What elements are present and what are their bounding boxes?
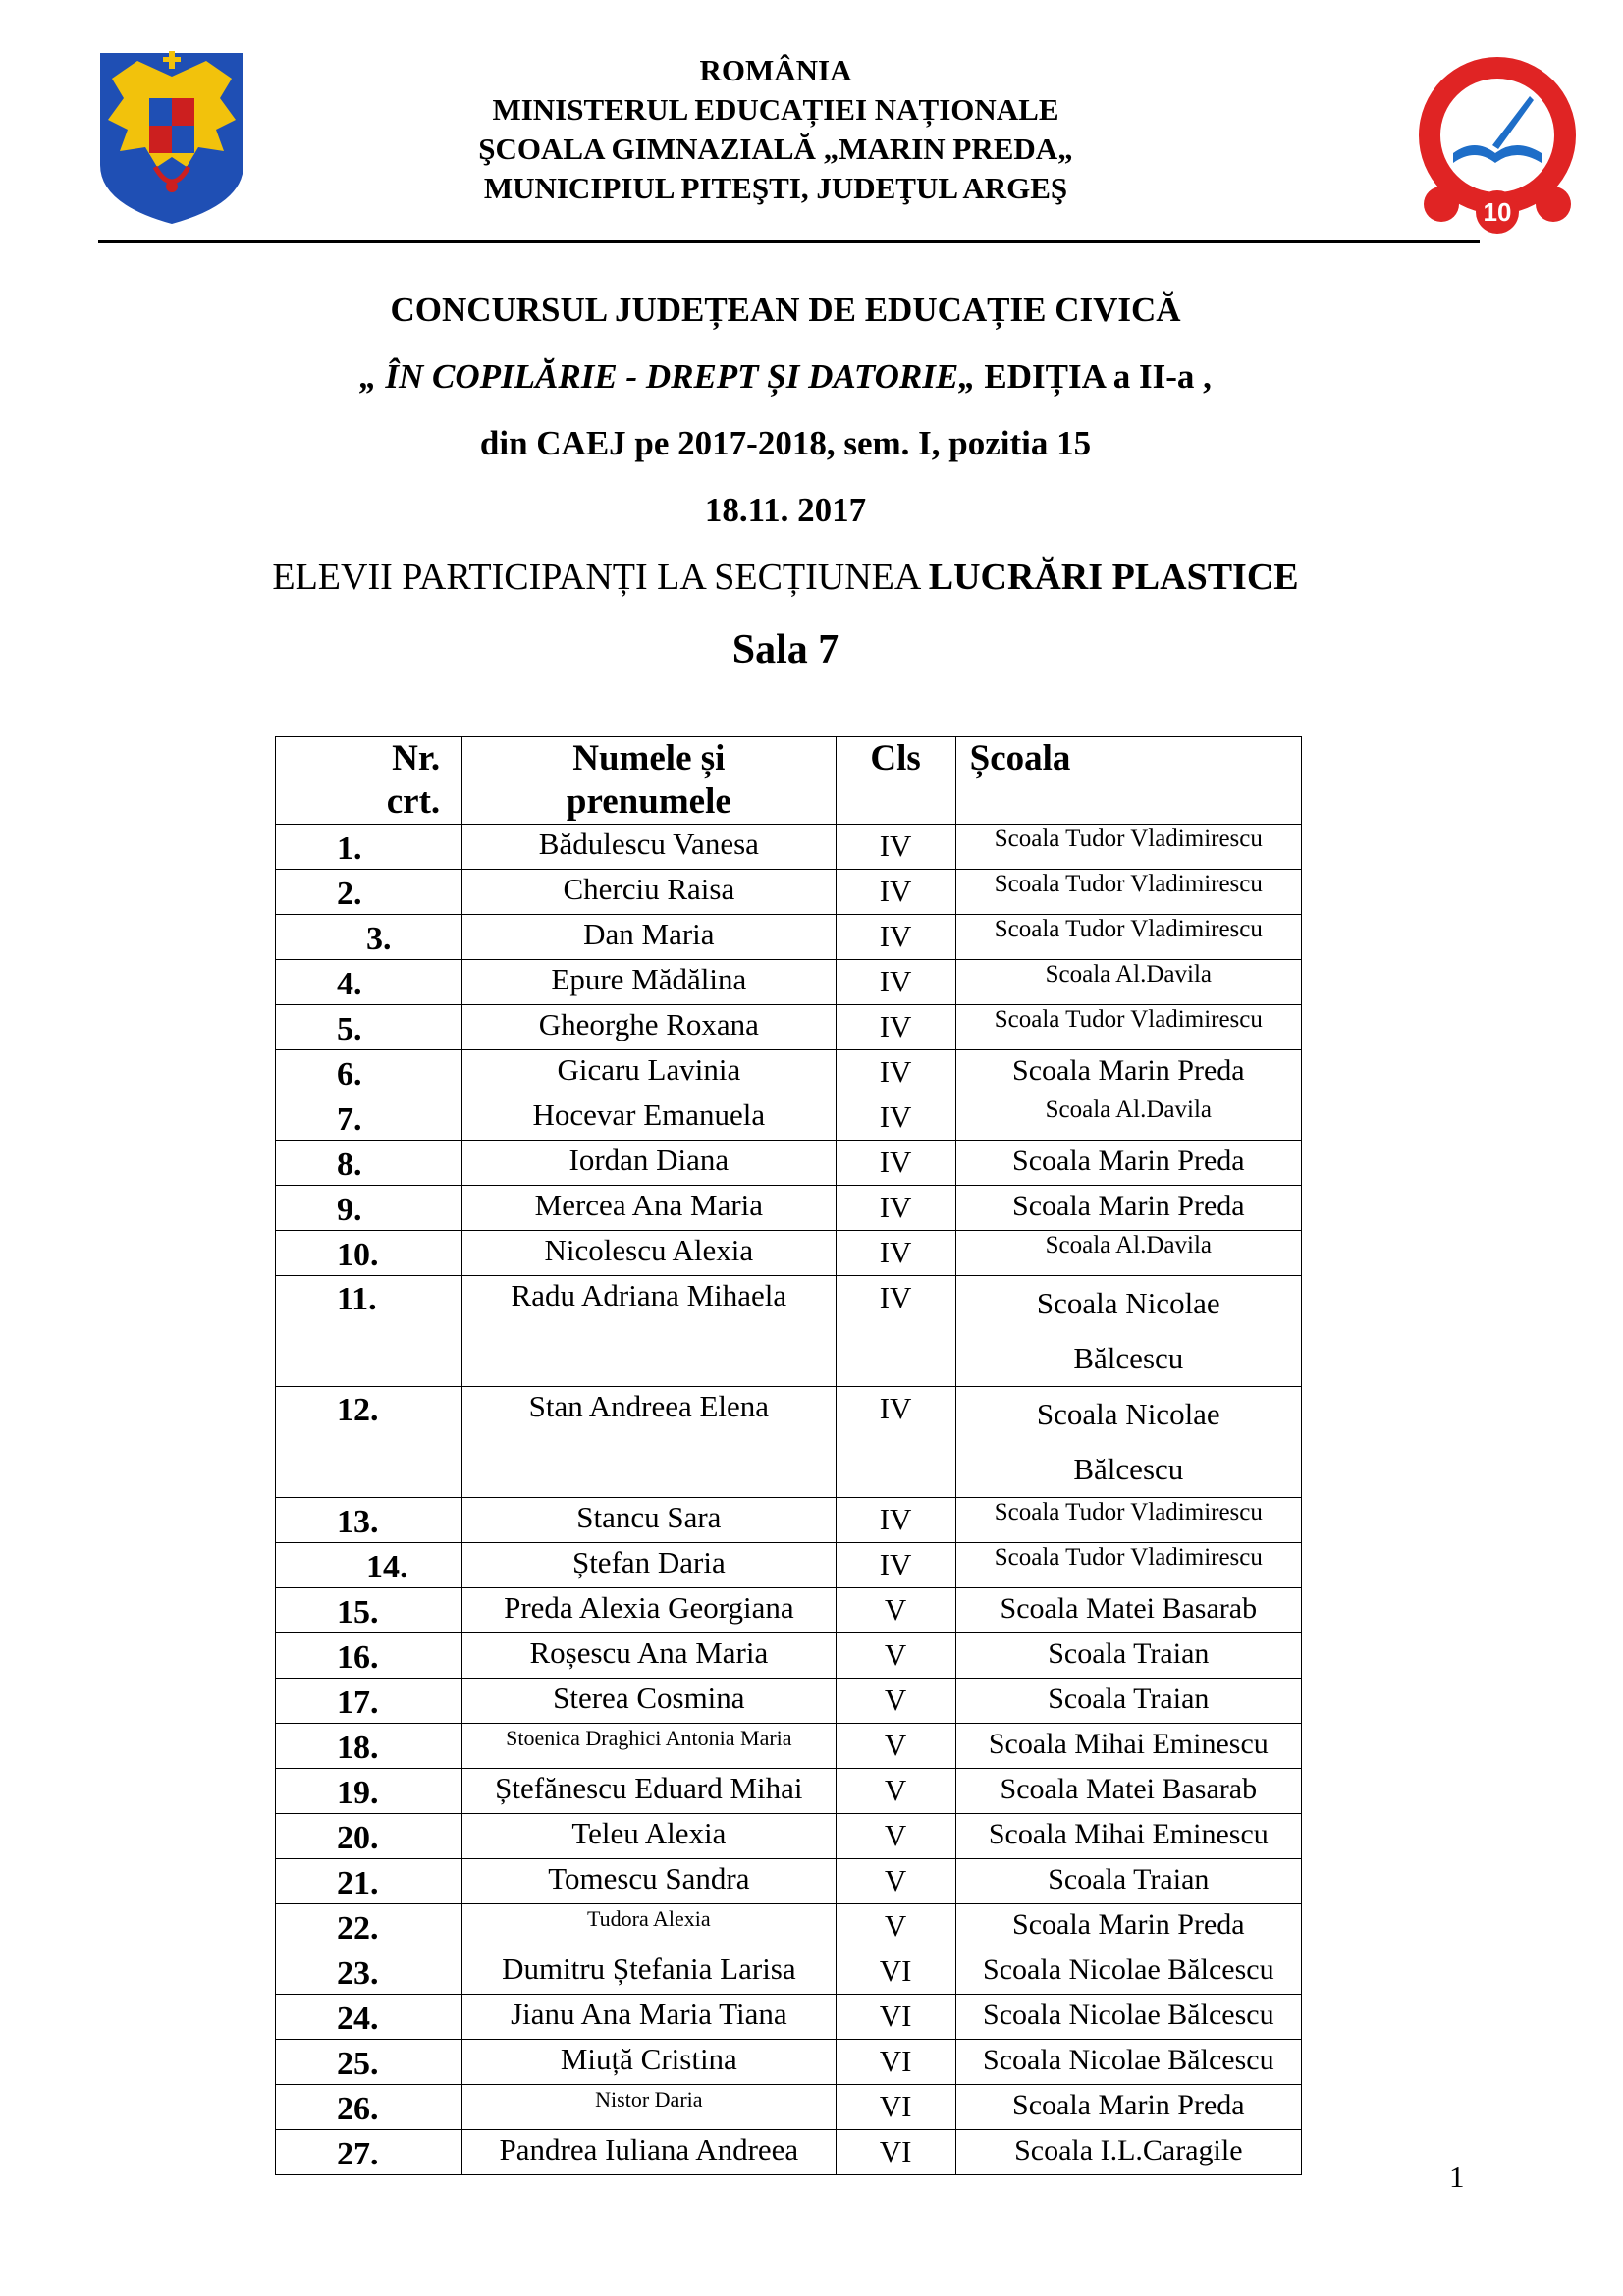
- table-row: [276, 1633, 1302, 1679]
- student-class: IV: [836, 1050, 955, 1095]
- row-number: 11.: [276, 1276, 462, 1387]
- row-number: 1.: [276, 825, 462, 870]
- header-school: Școala: [955, 737, 1301, 825]
- student-school: Scoala Marin Preda: [955, 1904, 1301, 1949]
- table-row: [276, 1679, 1302, 1724]
- table-row: [276, 1543, 1302, 1588]
- student-name: Bădulescu Vanesa: [462, 825, 836, 870]
- table-row: [276, 1814, 1302, 1859]
- row-number: 24.: [276, 1995, 462, 2040]
- student-school: Scoala Tudor Vladimirescu: [955, 1005, 1301, 1050]
- table-row: [276, 960, 1302, 1005]
- row-number: 16.: [276, 1633, 462, 1679]
- row-number: 21.: [276, 1859, 462, 1904]
- row-number: 26.: [276, 2085, 462, 2130]
- student-class: IV: [836, 1276, 955, 1387]
- contest-motto-line: [196, 344, 1375, 410]
- student-name: Iordan Diana: [462, 1141, 836, 1186]
- student-class: VI: [836, 2085, 955, 2130]
- table-row: [276, 1387, 1302, 1498]
- student-class: IV: [836, 915, 955, 960]
- table-row: [276, 1498, 1302, 1543]
- row-number: 10.: [276, 1231, 462, 1276]
- student-name: Gheorghe Roxana: [462, 1005, 836, 1050]
- student-name: Nistor Daria: [462, 2085, 836, 2130]
- row-number: 17.: [276, 1679, 462, 1724]
- student-school: Scoala Nicolae Bălcescu: [955, 1995, 1301, 2040]
- contest-title-block: [196, 277, 1375, 689]
- student-school: Scoala Traian: [955, 1633, 1301, 1679]
- section-prefix: ELEVII PARTICIPANȚI LA SECȚIUNEA: [272, 557, 920, 598]
- student-school: Scoala Tudor Vladimirescu: [955, 1498, 1301, 1543]
- student-class: VI: [836, 2130, 955, 2175]
- logo-number: 10: [1483, 197, 1512, 227]
- student-name: Dan Maria: [462, 915, 836, 960]
- student-class: IV: [836, 1231, 955, 1276]
- table-row: [276, 1050, 1302, 1095]
- header-class: Cls: [836, 737, 955, 825]
- student-class: IV: [836, 960, 955, 1005]
- student-name: Sterea Cosmina: [462, 1679, 836, 1724]
- student-class: IV: [836, 1005, 955, 1050]
- student-name: Jianu Ana Maria Tiana: [462, 1995, 836, 2040]
- table-row: [276, 825, 1302, 870]
- student-name: Preda Alexia Georgiana: [462, 1588, 836, 1633]
- student-name: Miuță Cristina: [462, 2040, 836, 2085]
- student-name: Gicaru Lavinia: [462, 1050, 836, 1095]
- table-header-row: [276, 737, 1302, 825]
- caej-reference: din CAEJ pe 2017-2018, sem. I, pozitia 15: [479, 424, 1092, 462]
- row-number: 6.: [276, 1050, 462, 1095]
- student-class: V: [836, 1679, 955, 1724]
- student-class: IV: [836, 870, 955, 915]
- student-class: IV: [836, 825, 955, 870]
- row-number: 8.: [276, 1141, 462, 1186]
- student-name: Cherciu Raisa: [462, 870, 836, 915]
- row-number: 2.: [276, 870, 462, 915]
- student-class: IV: [836, 1387, 955, 1498]
- header-nr: Nr. crt.: [276, 737, 462, 825]
- table-row: [276, 915, 1302, 960]
- student-class: V: [836, 1588, 955, 1633]
- student-name: Stancu Sara: [462, 1498, 836, 1543]
- student-name: Ștefănescu Eduard Mihai: [462, 1769, 836, 1814]
- student-school: Scoala Nicolae Bălcescu: [955, 1949, 1301, 1995]
- student-class: V: [836, 1724, 955, 1769]
- student-school: Scoala Marin Preda: [955, 1186, 1301, 1231]
- student-school: Scoala Al.Davila: [955, 960, 1301, 1005]
- student-name: Hocevar Emanuela: [462, 1095, 836, 1141]
- row-number: 12.: [276, 1387, 462, 1498]
- student-name: Stoenica Draghici Antonia Maria: [462, 1724, 836, 1769]
- student-name: Ștefan Daria: [462, 1543, 836, 1588]
- student-name: Nicolescu Alexia: [462, 1231, 836, 1276]
- contest-name: CONCURSUL JUDEȚEAN DE EDUCAȚIE CIVICĂ: [390, 291, 1181, 329]
- student-school: Scoala Nicolae Bălcescu: [955, 1387, 1301, 1498]
- student-class: IV: [836, 1498, 955, 1543]
- student-name: Pandrea Iuliana Andreea: [462, 2130, 836, 2175]
- student-school: Scoala Traian: [955, 1679, 1301, 1724]
- student-school: Scoala Nicolae Bălcescu: [955, 2040, 1301, 2085]
- student-class: V: [836, 1859, 955, 1904]
- table-row: [276, 1095, 1302, 1141]
- student-school: Scoala Tudor Vladimirescu: [955, 1543, 1301, 1588]
- header-divider: [98, 240, 1480, 243]
- row-number: 22.: [276, 1904, 462, 1949]
- student-class: V: [836, 1633, 955, 1679]
- table-row: [276, 1995, 1302, 2040]
- contest-date: 18.11. 2017: [704, 491, 867, 529]
- table-row: [276, 1005, 1302, 1050]
- student-school: Scoala Mihai Eminescu: [955, 1724, 1301, 1769]
- coat-of-arms-icon: [98, 49, 245, 226]
- student-school: Scoala Nicolae Bălcescu: [955, 1276, 1301, 1387]
- row-number: 27.: [276, 2130, 462, 2175]
- row-number: 7.: [276, 1095, 462, 1141]
- student-name: Roșescu Ana Maria: [462, 1633, 836, 1679]
- header-school: ŞCOALA GIMNAZIALĂ „MARIN PREDA„: [478, 132, 1073, 166]
- table-row: [276, 1231, 1302, 1276]
- student-school: Scoala Al.Davila: [955, 1231, 1301, 1276]
- table-row: [276, 1276, 1302, 1387]
- table-row: [276, 1588, 1302, 1633]
- row-number: 25.: [276, 2040, 462, 2085]
- table-row: [276, 1949, 1302, 1995]
- contest-motto: „ ÎN COPILĂRIE - DREPT ȘI DATORIE„: [359, 357, 976, 396]
- student-school: Scoala Marin Preda: [955, 1141, 1301, 1186]
- table-row: [276, 1859, 1302, 1904]
- student-school: Scoala Matei Basarab: [955, 1769, 1301, 1814]
- row-number: 13.: [276, 1498, 462, 1543]
- row-number: 5.: [276, 1005, 462, 1050]
- page-number: 1: [1449, 2160, 1465, 2194]
- table-row: [276, 2040, 1302, 2085]
- student-class: IV: [836, 1543, 955, 1588]
- row-number: 18.: [276, 1724, 462, 1769]
- student-name: Mercea Ana Maria: [462, 1186, 836, 1231]
- student-school: Scoala Traian: [955, 1859, 1301, 1904]
- room-label: Sala 7: [731, 627, 839, 672]
- contest-edition: EDIȚIA a II-a ,: [984, 357, 1212, 396]
- student-school: Scoala Al.Davila: [955, 1095, 1301, 1141]
- table-row: [276, 1904, 1302, 1949]
- table-row: [276, 1724, 1302, 1769]
- row-number: 3.: [276, 915, 462, 960]
- table-row: [276, 1186, 1302, 1231]
- student-class: V: [836, 1904, 955, 1949]
- participants-table: [275, 736, 1302, 2175]
- table-row: [276, 1141, 1302, 1186]
- student-school: Scoala Tudor Vladimirescu: [955, 870, 1301, 915]
- student-name: Radu Adriana Mihaela: [462, 1276, 836, 1387]
- header-country: ROMÂNIA: [699, 53, 852, 87]
- student-school: Scoala Marin Preda: [955, 1050, 1301, 1095]
- row-number: 19.: [276, 1769, 462, 1814]
- header-name: Numele și prenumele: [462, 737, 836, 825]
- row-number: 20.: [276, 1814, 462, 1859]
- student-name: Dumitru Ștefania Larisa: [462, 1949, 836, 1995]
- school-logo-icon: [1394, 47, 1600, 243]
- row-number: 9.: [276, 1186, 462, 1231]
- row-number: 23.: [276, 1949, 462, 1995]
- section-name: LUCRĂRI PLASTICE: [928, 557, 1299, 598]
- student-school: Scoala Tudor Vladimirescu: [955, 825, 1301, 870]
- student-class: VI: [836, 1995, 955, 2040]
- section-line: [196, 544, 1375, 611]
- row-number: 14.: [276, 1543, 462, 1588]
- row-number: 4.: [276, 960, 462, 1005]
- student-class: IV: [836, 1186, 955, 1231]
- student-school: Scoala Tudor Vladimirescu: [955, 915, 1301, 960]
- institution-header: [393, 51, 1159, 208]
- header-location: MUNICIPIUL PITEŞTI, JUDEŢUL ARGEŞ: [483, 171, 1068, 205]
- header-ministry: MINISTERUL EDUCAȚIEI NAȚIONALE: [492, 92, 1059, 127]
- row-number: 15.: [276, 1588, 462, 1633]
- student-name: Teleu Alexia: [462, 1814, 836, 1859]
- student-class: V: [836, 1814, 955, 1859]
- student-name: Tomescu Sandra: [462, 1859, 836, 1904]
- table-row: [276, 2085, 1302, 2130]
- student-school: Scoala Marin Preda: [955, 2085, 1301, 2130]
- student-school: Scoala Mihai Eminescu: [955, 1814, 1301, 1859]
- student-class: VI: [836, 1949, 955, 1995]
- student-class: V: [836, 1769, 955, 1814]
- student-school: Scoala I.L.Caragile: [955, 2130, 1301, 2175]
- student-class: IV: [836, 1141, 955, 1186]
- table-row: [276, 2130, 1302, 2175]
- student-class: IV: [836, 1095, 955, 1141]
- student-school: Scoala Matei Basarab: [955, 1588, 1301, 1633]
- table-row: [276, 1769, 1302, 1814]
- student-class: VI: [836, 2040, 955, 2085]
- table-row: [276, 870, 1302, 915]
- student-name: Tudora Alexia: [462, 1904, 836, 1949]
- student-name: Stan Andreea Elena: [462, 1387, 836, 1498]
- student-name: Epure Mădălina: [462, 960, 836, 1005]
